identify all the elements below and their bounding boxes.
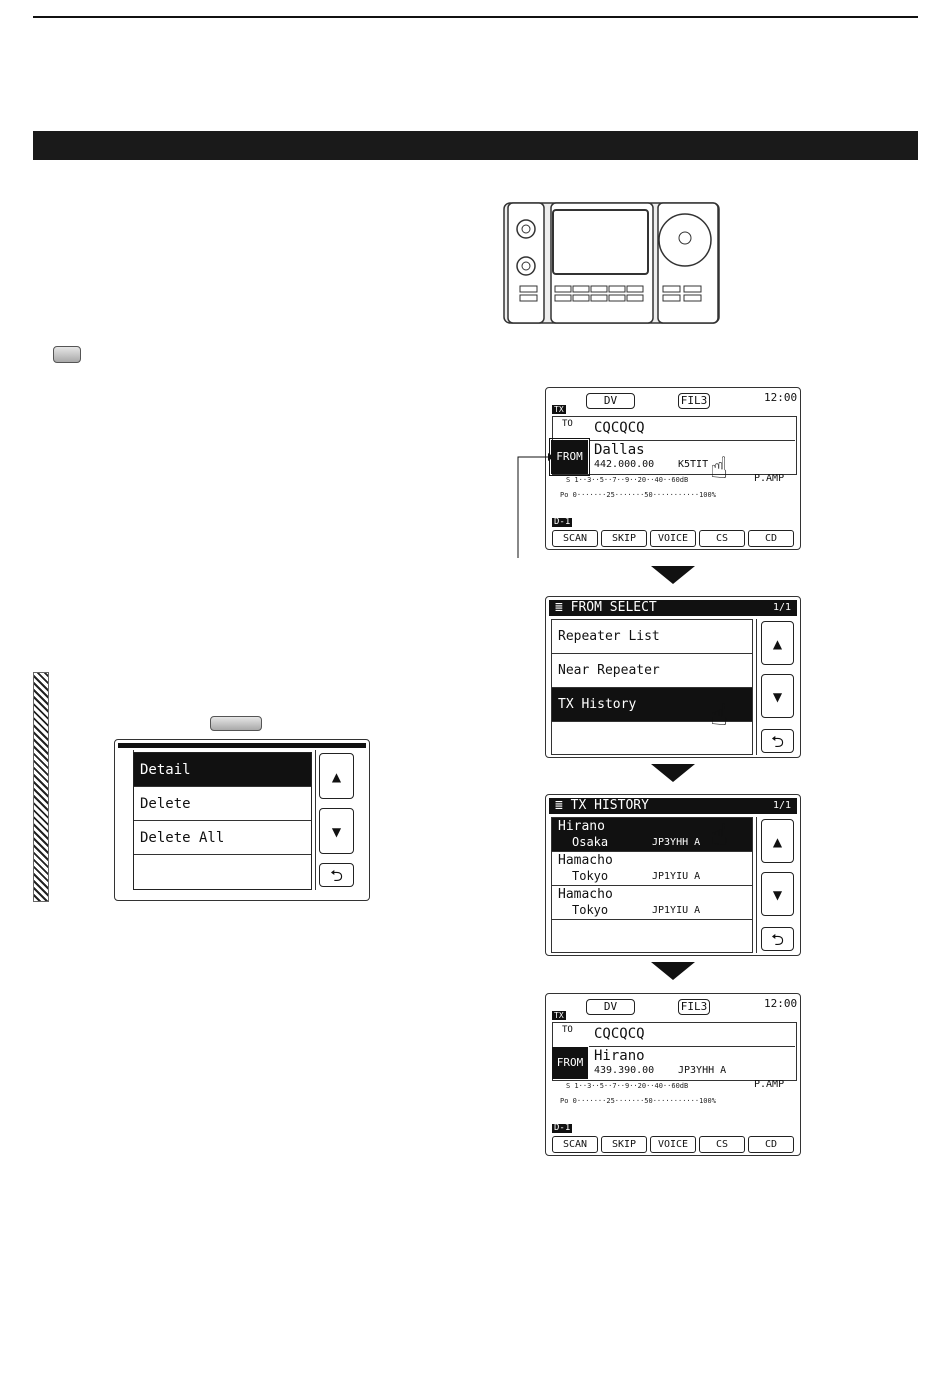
quick-menu-screen	[114, 739, 370, 901]
preamp-indicator: P.AMP	[754, 473, 785, 484]
from-name: Hirano	[594, 1048, 645, 1064]
page-indicator: 1/1	[772, 602, 791, 613]
menu-item-delete-all[interactable]: Delete All	[134, 821, 311, 855]
filter-button[interactable]: FIL3	[678, 999, 710, 1015]
history-entry[interactable]	[552, 852, 752, 886]
divider	[589, 440, 795, 441]
entry-callsign: JP1YIU A	[652, 905, 701, 916]
scroll-down-button[interactable]: ▼	[761, 872, 794, 916]
softkey-voice[interactable]: VOICE	[650, 530, 696, 547]
touch-hand-icon: ☝	[710, 698, 729, 733]
from-button[interactable]: FROM	[552, 1047, 588, 1079]
menu-list	[551, 619, 753, 755]
menu-item-delete[interactable]: Delete	[134, 787, 311, 821]
divider	[589, 1046, 795, 1047]
menu-item-near-repeater[interactable]: Near Repeater	[552, 654, 752, 688]
touch-hand-icon: ☝	[710, 451, 729, 486]
call-sign-box	[552, 1022, 797, 1081]
mode-button[interactable]: DV	[586, 999, 635, 1015]
screen-title: TX HISTORY	[570, 798, 649, 813]
scroll-up-button[interactable]: ▲	[761, 621, 794, 665]
softkey-skip[interactable]: SKIP	[601, 1136, 647, 1153]
popup-menu	[133, 752, 312, 890]
callout-line	[512, 450, 552, 560]
screen-header	[549, 600, 797, 616]
to-label: TO	[562, 1025, 573, 1035]
clock: 12:00	[764, 997, 798, 1010]
scroll-down-button[interactable]: ▼	[761, 674, 794, 718]
page-indicator: 1/1	[772, 800, 791, 811]
tx-indicator: TX	[554, 405, 564, 414]
softkey-scan[interactable]: SCAN	[552, 1136, 598, 1153]
step-arrow-icon	[651, 764, 695, 782]
step-arrow-icon	[651, 962, 695, 980]
mode-button[interactable]: DV	[586, 393, 635, 409]
call-sign-box	[552, 416, 797, 475]
back-button[interactable]: ⮌	[761, 927, 794, 951]
from-select-screen	[545, 596, 801, 758]
radio-front-panel-illustration	[503, 200, 721, 326]
divider	[756, 619, 757, 755]
key-button-icon	[53, 346, 81, 363]
menu-icon: ≣	[555, 600, 571, 615]
screen-header-strip	[118, 743, 366, 748]
softkey-row	[552, 530, 795, 547]
softkey-cs[interactable]: CS	[699, 1136, 745, 1153]
menu-item-tx-history[interactable]: TX History	[552, 688, 752, 722]
clock: 12:00	[764, 391, 798, 404]
screen-title: FROM SELECT	[570, 600, 657, 615]
top-rule	[33, 16, 918, 18]
from-callsign: JP3YHH A	[678, 1065, 727, 1076]
po-meter-scale: Po 0·······25·······50···········100%	[560, 1097, 716, 1105]
softkey-row	[552, 1136, 795, 1153]
note-hatch-bar	[33, 672, 49, 902]
step-arrow-icon	[651, 566, 695, 584]
from-frequency: 439.390.00	[594, 1065, 655, 1076]
menu-item-repeater-list[interactable]: Repeater List	[552, 620, 752, 654]
main-screen-after	[545, 993, 801, 1156]
s-meter-scale: S 1··3··5··7··9··20··40··60dB	[566, 476, 689, 484]
entry-city: Osaka	[572, 835, 609, 849]
from-callsign: K5TIT	[678, 459, 709, 470]
scroll-up-button[interactable]: ▲	[761, 819, 794, 863]
to-value[interactable]: CQCQCQ	[594, 1026, 645, 1042]
to-value[interactable]: CQCQCQ	[594, 420, 645, 436]
softkey-scan[interactable]: SCAN	[552, 530, 598, 547]
scroll-up-button[interactable]: ▲	[319, 753, 354, 799]
back-button[interactable]: ⮌	[761, 729, 794, 753]
menu-icon: ≣	[555, 798, 571, 813]
softkey-cd[interactable]: CD	[748, 530, 794, 547]
s-meter-scale: S 1··3··5··7··9··20··40··60dB	[566, 1082, 689, 1090]
entry-callsign: JP1YIU A	[652, 871, 701, 882]
softkey-skip[interactable]: SKIP	[601, 530, 647, 547]
main-screen-before	[545, 387, 801, 550]
softkey-cs[interactable]: CS	[699, 530, 745, 547]
scroll-down-button[interactable]: ▼	[319, 808, 354, 854]
memory-indicator: D-1	[554, 1123, 571, 1133]
menu-item-detail[interactable]: Detail	[134, 753, 311, 787]
from-name: Dallas	[594, 442, 645, 458]
softkey-voice[interactable]: VOICE	[650, 1136, 696, 1153]
back-button[interactable]: ⮌	[319, 863, 354, 887]
divider	[756, 817, 757, 953]
entry-city: Tokyo	[572, 903, 609, 917]
section-header-bar	[33, 131, 918, 160]
quick-key-icon	[210, 716, 262, 731]
memory-indicator: D-1	[554, 517, 571, 527]
from-frequency: 442.000.00	[594, 459, 655, 470]
filter-button[interactable]: FIL3	[678, 393, 710, 409]
preamp-indicator: P.AMP	[754, 1079, 785, 1090]
touch-hand-icon: ☝	[710, 818, 729, 853]
screen-header	[549, 798, 797, 814]
from-button[interactable]: FROM	[551, 440, 588, 474]
entry-name: Hamacho	[558, 853, 613, 868]
tx-indicator: TX	[554, 1011, 564, 1020]
po-meter-scale: Po 0·······25·······50···········100%	[560, 491, 716, 499]
softkey-cd[interactable]: CD	[748, 1136, 794, 1153]
tx-history-screen	[545, 794, 801, 956]
divider	[315, 750, 316, 890]
history-entry[interactable]	[552, 886, 752, 920]
to-label: TO	[562, 419, 573, 429]
entry-name: Hamacho	[558, 887, 613, 902]
entry-callsign: JP3YHH A	[652, 837, 701, 848]
entry-city: Tokyo	[572, 869, 609, 883]
entry-name: Hirano	[558, 819, 605, 834]
